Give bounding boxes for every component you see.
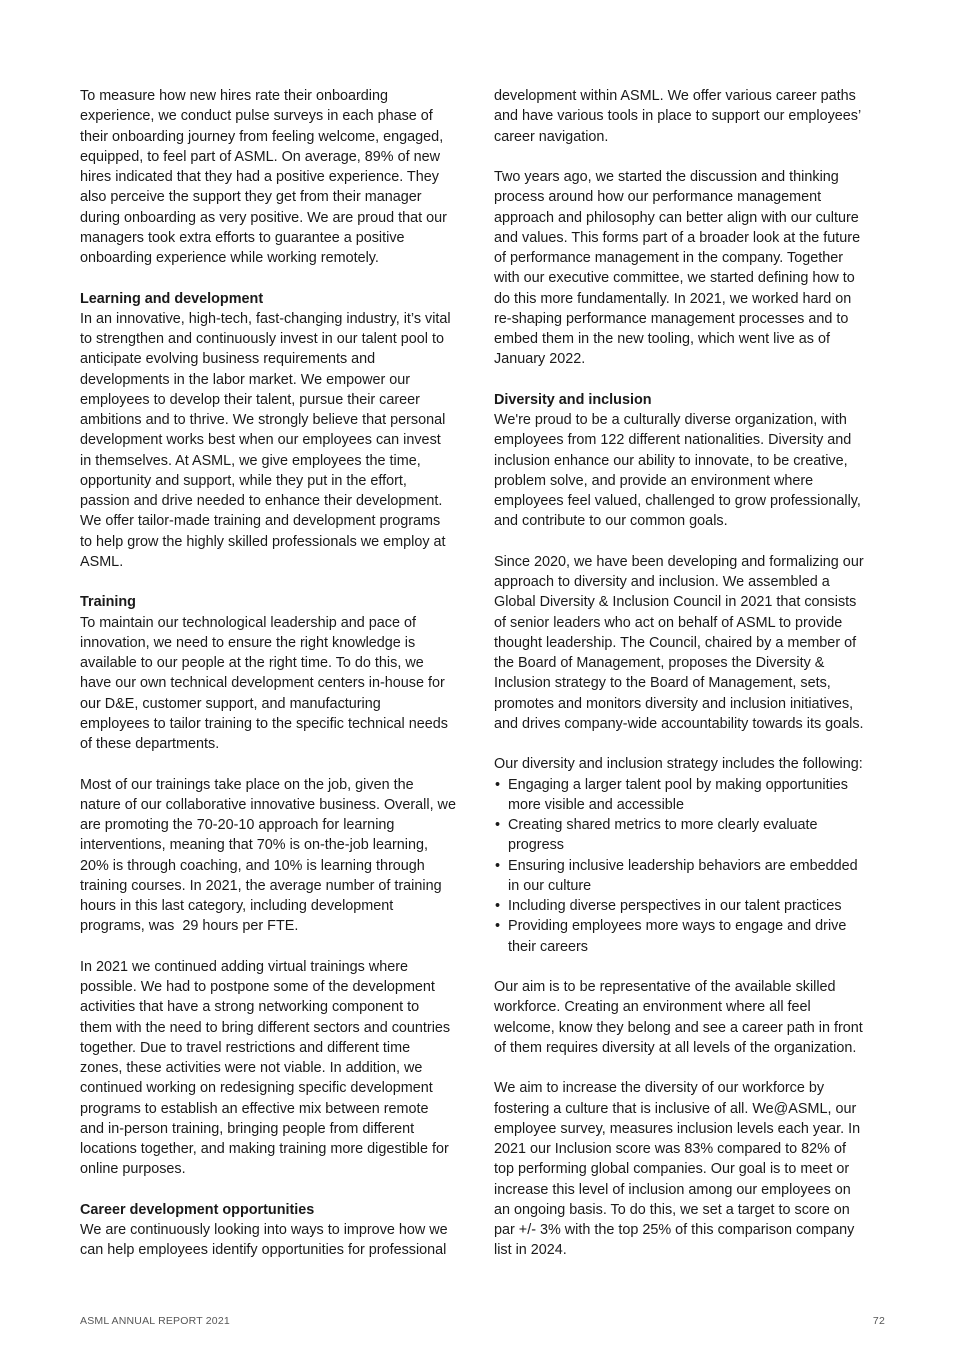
left-column xyxy=(80,86,480,1281)
career-heading: Career development opportunities xyxy=(80,1201,315,1218)
page-number: 72 xyxy=(872,1315,885,1327)
right-column xyxy=(494,86,894,1281)
strategy-list xyxy=(494,775,894,957)
strategy-intro: Our diversity and inclusion strategy includes the following: xyxy=(494,756,863,773)
learning-paragraph: In an innovative, high-tech, fast-changing industry, it’s vital to strengthen and continuously invest in our talent pool to anticipate evolving business requirements and developments in the labor market. We empower our employees to develop their talent, pursue their career ambitions and to thrive. We strongly believe that personal development works best when our employees can invest in themselves. At ASML, we give employees the time, opportunity and support, while they put in the effort, passion and drive needed to enhance their development. We offer tailor-made training and development programs to help grow the highly skilled professionals we employ at ASML. xyxy=(80,310,451,570)
performance-paragraph: Two years ago, we started the discussion and thinking process around how our performance management approach and philosophy can better align with our culture and values. This forms part of a broader look at the future of performance management in the company. Together with our executive committee, we started defining how to do this more fundamentally. In 2021, we worked hard on re-shaping performance management processes and to embed them in the new tooling, which went live as of January 2022. xyxy=(494,169,861,368)
training-paragraph-1: To maintain our technological leadership and pace of innovation, we need to ensure the right knowledge is available to our people at the right time. To do this, we have our own technical development centers in-house for our D&E, customer support, and manufacturing employees to tailor training to the specific technical needs of these departments. xyxy=(80,614,448,752)
list-item: • Including diverse perspectives in our talent practices xyxy=(494,896,894,916)
career-paragraph: We are continuously looking into ways to improve how we can help employees identify opportunities for professional xyxy=(80,1222,448,1259)
diversity-paragraph-2: Since 2020, we have been developing and formalizing our approach to diversity and inclusion. We assembled a Global Diversity & Inclusion Council in 2021 that consists of senior leaders who act on behalf of ASML to provide thought leadership. The Council, chaired by a member of the Board of Management, proposes the Diversity & Inclusion strategy to the Board of Management, sets, promotes and monitors diversity and inclusion initiatives, and drives company-wide accountability towards its goals. xyxy=(494,553,864,732)
list-item: • Providing employees more ways to engage and drive their careers xyxy=(494,916,894,957)
aim-paragraph: Our aim is to be representative of the available skilled workforce. Creating an environment where all feel welcome, know they belong and see a career path in front of them requires diversity at all levels of the organization. xyxy=(494,979,863,1056)
list-item: • Ensuring inclusive leadership behaviors are embedded in our culture xyxy=(494,856,894,897)
training-paragraph-3: In 2021 we continued adding virtual trainings where possible. We had to postpone some of the development activities that have a strong networking component to them with the need to bring different sectors and countries together. Due to travel restrictions and different time zones, these activities were not viable. In addition, we continued working on redesigning specific development programs to establish an effective mix between remote and in-person training, bringing people from different locations together, and making training more digestible for online purposes. xyxy=(80,958,451,1178)
footer-report-title: ASML ANNUAL REPORT 2021 xyxy=(80,1315,230,1327)
career-paragraph-continued: development within ASML. We offer various career paths and have various tools in place to support our employees’ career navigation. xyxy=(494,88,862,145)
training-paragraph-2: Most of our trainings take place on the job, given the nature of our collaborative innovative business. Overall, we are promoting the 70-20-10 approach for learning interventions, meaning that 70% is on-the-job learning, 20% is through coaching, and 10% is learning through training courses. In 2021, the average number of training hours in this last category, including development programs, was 29 hours per FTE. xyxy=(80,776,456,935)
training-heading: Training xyxy=(80,594,136,611)
diversity-paragraph-1: We're proud to be a culturally diverse organization, with employees from 122 different nationalities. Diversity and inclusion enhance our ability to innovate, to be creative, problem solve, and provide an environment where employees feel valued, challenged to grow professionally, and contribute to our common goals. xyxy=(494,412,861,530)
onboarding-paragraph: To measure how new hires rate their onboarding experience, we conduct pulse surveys in each phase of their onboarding journey from feeling welcome, engaged, equipped, to feel part of ASML. On average, 89% of new hires indicated that they had a positive experience. They also perceive the support they get from their manager during onboarding as very positive. We are proud that our managers took extra efforts to guarantee a positive onboarding experience while working remotely. xyxy=(80,88,447,266)
diversity-heading: Diversity and inclusion xyxy=(494,391,652,408)
list-item: • Creating shared metrics to more clearly evaluate progress xyxy=(494,815,894,856)
learning-heading: Learning and development xyxy=(80,290,264,307)
inclusion-score-paragraph: We aim to increase the diversity of our workforce by fostering a culture that is inclusive of all. We@ASML, our employee survey, measures inclusion levels each year. In 2021 our Inclusion score was 83% compared to 82% of top performing global companies. Our goal is to meet or increase this level of inclusion among our employees on an ongoing basis. To do this, we set a target to score on par +/- 3% with the top 25% of this comparison company list in 2024. xyxy=(494,1080,861,1259)
list-item: • Engaging a larger talent pool by making opportunities more visible and accessible xyxy=(494,775,894,816)
